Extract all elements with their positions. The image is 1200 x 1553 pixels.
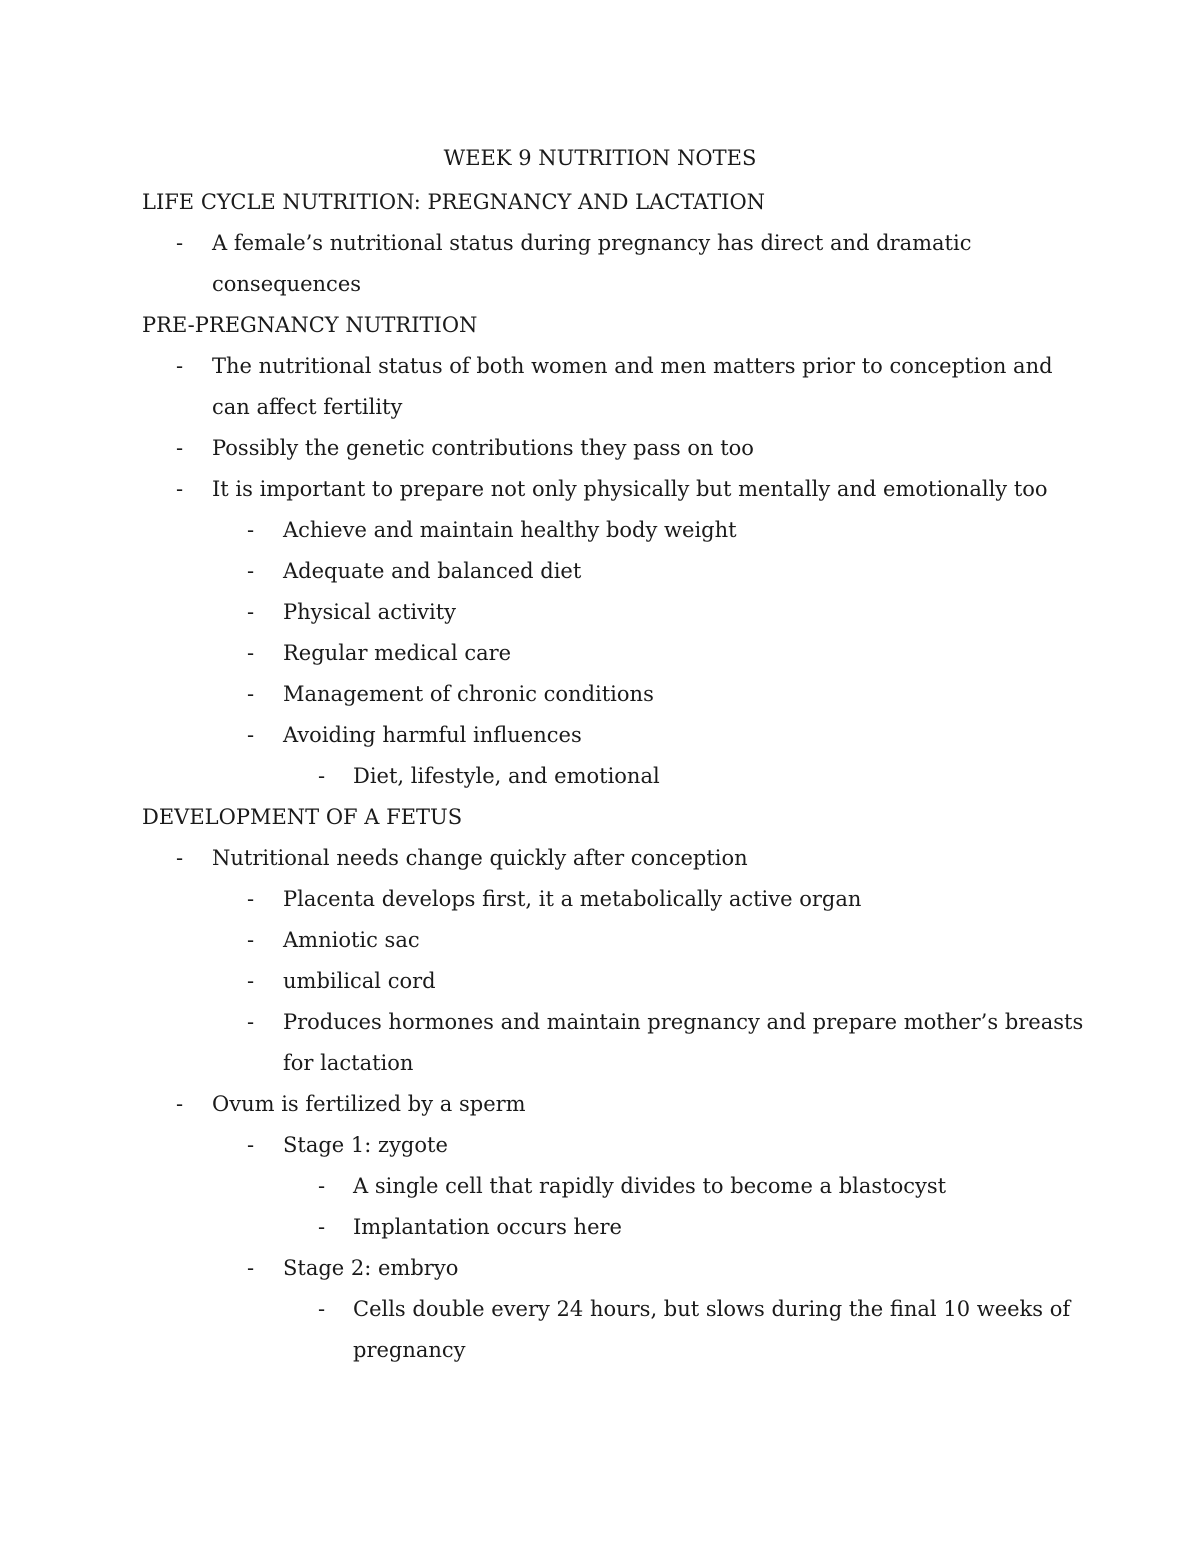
bullet-text-line: A single cell that rapidly divides to become a blastocyst (353, 1174, 947, 1198)
bullet-dash: - (247, 1010, 255, 1034)
bullet-dash: - (318, 1297, 326, 1321)
bullet-item-level-1 (142, 1084, 1072, 1125)
bullet-text-line: It is important to prepare not only physically but mentally and emotionally too (212, 477, 1048, 501)
bullet-text-line: umbilical cord (283, 969, 436, 993)
bullet-dash: - (247, 887, 255, 911)
bullet-item-level-3 (142, 1207, 1072, 1248)
bullet-dash: - (247, 928, 255, 952)
bullet-dash: - (247, 600, 255, 624)
bullet-text-line: Placenta develops first, it a metabolically active organ (283, 887, 862, 911)
bullet-dash: - (247, 723, 255, 747)
bullet-item-level-2 (142, 1125, 1072, 1166)
bullet-text-line: Avoiding harmful influences (283, 723, 582, 747)
bullet-item-level-2 (142, 633, 1072, 674)
bullet-dash: - (318, 1174, 326, 1198)
bullet-text-line: Stage 1: zygote (283, 1133, 448, 1157)
bullet-text-line: Management of chronic conditions (283, 682, 654, 706)
bullet-text-line: Cells double every 24 hours, but slows during the final 10 weeks of (353, 1297, 1071, 1321)
bullet-text-line: Diet, lifestyle, and emotional (353, 764, 660, 788)
bullet-dash: - (318, 1215, 326, 1239)
bullet-text-line: can affect fertility (212, 395, 403, 419)
bullet-item-level-3 (142, 756, 1072, 797)
bullet-item-level-2 (142, 715, 1072, 756)
bullet-dash: - (176, 231, 184, 255)
bullet-item-level-2 (142, 1002, 1084, 1084)
bullet-item-level-1 (142, 428, 1072, 469)
bullet-text-line: Nutritional needs change quickly after conception (212, 846, 748, 870)
bullet-text-line: Achieve and maintain healthy body weight (283, 518, 737, 542)
bullet-item-level-1 (142, 838, 1072, 879)
bullet-text-line: A female’s nutritional status during pregnancy has direct and dramatic (212, 231, 972, 255)
bullet-text-line: for lactation (283, 1051, 414, 1075)
bullet-item-level-3 (142, 1166, 1072, 1207)
bullet-dash: - (247, 559, 255, 583)
bullet-dash: - (247, 641, 255, 665)
bullet-text-line: The nutritional status of both women and men matters prior to conception and (212, 354, 1053, 378)
bullet-dash: - (318, 764, 326, 788)
bullet-text-line: Regular medical care (283, 641, 512, 665)
bullet-text-line: Ovum is fertilized by a sperm (212, 1092, 526, 1116)
bullet-dash: - (176, 354, 184, 378)
bullet-item-level-2 (142, 920, 1072, 961)
section-heading: LIFE CYCLE NUTRITION: PREGNANCY AND LACTATION (142, 190, 766, 214)
bullet-item-level-2 (142, 1248, 1072, 1289)
bullet-text-line: Physical activity (283, 600, 457, 624)
bullet-dash: - (176, 436, 184, 460)
bullet-item-level-1 (142, 346, 1072, 428)
bullet-dash: - (247, 682, 255, 706)
bullet-text-line: Stage 2: embryo (283, 1256, 459, 1280)
bullet-text-line: Possibly the genetic contributions they pass on too (212, 436, 754, 460)
bullet-dash: - (176, 1092, 184, 1116)
bullet-dash: - (247, 1133, 255, 1157)
bullet-text-line: Produces hormones and maintain pregnancy and prepare mother’s breasts (283, 1010, 1084, 1034)
bullet-dash: - (247, 1256, 255, 1280)
bullet-item-level-1 (142, 223, 1072, 305)
bullet-dash: - (247, 518, 255, 542)
bullet-text-line: Amniotic sac (283, 928, 420, 952)
section-heading: PRE-PREGNANCY NUTRITION (142, 313, 478, 337)
section-heading: DEVELOPMENT OF A FETUS (142, 805, 463, 829)
bullet-item-level-2 (142, 510, 1072, 551)
bullet-item-level-2 (142, 879, 1072, 920)
bullet-item-level-2 (142, 592, 1072, 633)
bullet-item-level-2 (142, 961, 1072, 1002)
bullet-dash: - (176, 846, 184, 870)
bullet-item-level-3 (142, 1289, 1072, 1371)
document-title: WEEK 9 NUTRITION NOTES (443, 146, 757, 170)
bullet-text-line: consequences (212, 272, 362, 296)
bullet-text-line: Adequate and balanced diet (283, 559, 582, 583)
bullet-text-line: pregnancy (353, 1338, 466, 1362)
bullet-item-level-2 (142, 674, 1072, 715)
bullet-dash: - (176, 477, 184, 501)
document-body (142, 182, 1084, 1371)
bullet-dash: - (247, 969, 255, 993)
bullet-text-line: Implantation occurs here (353, 1215, 622, 1239)
bullet-item-level-2 (142, 551, 1072, 592)
bullet-item-level-1 (142, 469, 1072, 510)
